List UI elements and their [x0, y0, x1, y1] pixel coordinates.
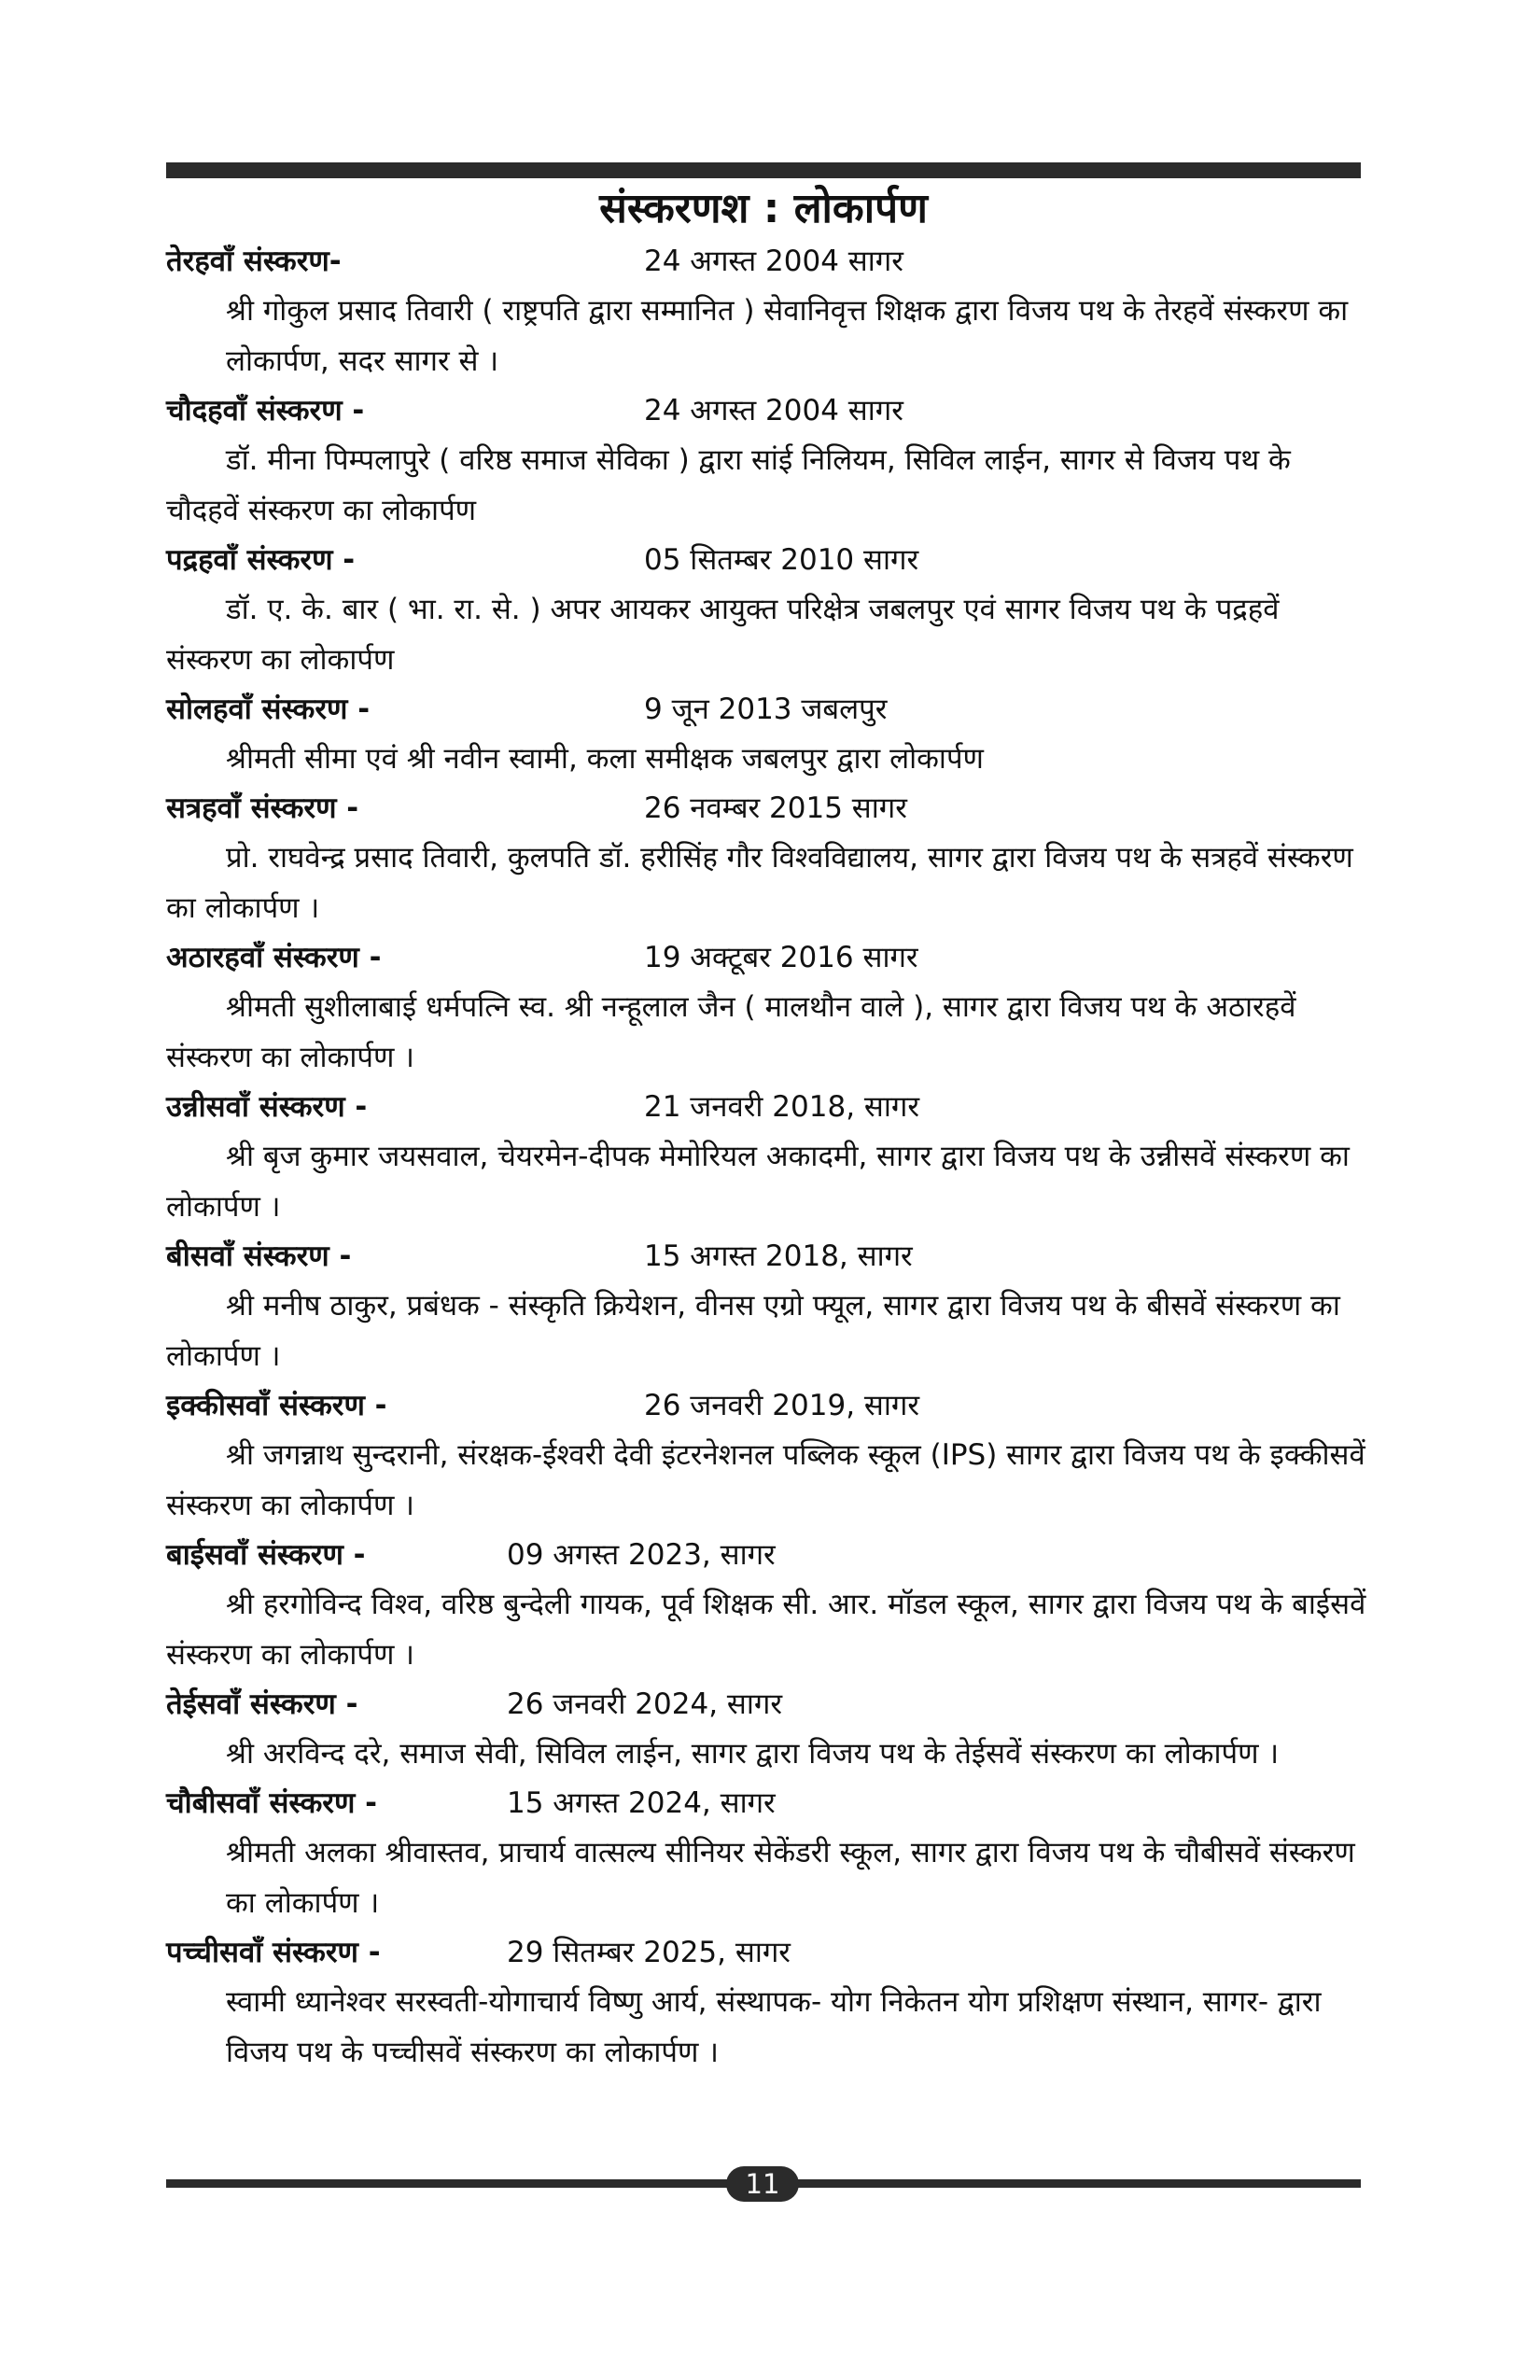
edition-description: श्री जगन्नाथ सुन्दरानी, संरक्षक-ईश्वरी देवी इंटरनेशनल पब्लिक स्कूल (IPS) सागर द्वारा विजय पथ के इक्कीसवें संस्करण का लोकार्पण ।	[166, 1438, 1365, 1522]
edition-description: श्री हरगोविन्द विश्व, वरिष्ठ बुन्देली गायक, पूर्व शिक्षक सी. आर. मॉडल स्कूल, सागर द्वारा विजय पथ के बाईसवें संस्करण का लोकार्पण ।	[166, 1588, 1366, 1672]
edition-description: श्री मनीष ठाकुर, प्रबंधक - संस्कृति क्रियेशन, वीनस एग्रो फ्यूल, सागर द्वारा विजय पथ के बीसवें संस्करण का लोकार्पण ।	[166, 1289, 1340, 1373]
edition-24	[166, 1779, 1370, 1928]
edition-name: चौबीसवाँ संस्करण -	[166, 1786, 378, 1820]
edition-name: सोलहवाँ संस्करण -	[166, 693, 371, 726]
edition-25	[166, 1928, 1370, 2078]
edition-name: इक्कीसवाँ संस्करण -	[166, 1389, 387, 1422]
edition-name: बीसवाँ संस्करण -	[166, 1239, 352, 1273]
edition-date: 15 अगस्त 2018, सागर	[644, 1239, 913, 1273]
edition-name: बाईसवाँ संस्करण -	[166, 1538, 366, 1572]
edition-date: 15 अगस्त 2024, सागर	[507, 1786, 776, 1820]
edition-15	[166, 536, 1370, 685]
edition-description: स्वामी ध्यानेश्वर सरस्वती-योगाचार्य विष्णु आर्य, संस्थापक- योग निकेतन योग प्रशिक्षण संस्थान, सागर- द्वारा विजय पथ के पच्चीसवें संस्करण का लोकार्पण ।	[226, 1985, 1322, 2069]
page-title: संस्करणश : लोकार्पण	[599, 185, 928, 232]
edition-name: तेईसवाँ संस्करण -	[166, 1687, 358, 1721]
edition-date: 21 जनवरी 2018, सागर	[644, 1090, 920, 1124]
top-rule	[166, 162, 1361, 178]
edition-description: श्री अरविन्द दरे, समाज सेवी, सिविल लाईन, सागर द्वारा विजय पथ के तेईसवें संस्करण का लोकार्पण ।	[226, 1737, 1280, 1771]
edition-date: 24 अगस्त 2004 सागर	[644, 394, 903, 427]
edition-description: श्रीमती अलका श्रीवास्तव, प्राचार्य वात्सल्य सीनियर सेकेंडरी स्कूल, सागर द्वारा विजय पथ के चौबीसवें संस्करण का लोकार्पण ।	[226, 1836, 1355, 1920]
edition-description: डॉ. मीना पिम्पलापुरे ( वरिष्ठ समाज सेविका ) द्वारा सांई निलियम, सिविल लाईन, सागर से विजय पथ के चौदहवें संस्करण का लोकार्पण	[166, 443, 1291, 527]
edition-16	[166, 685, 1370, 784]
edition-date: 19 अक्टूबर 2016 सागर	[644, 941, 918, 974]
edition-name: उन्नीसवाँ संस्करण -	[166, 1090, 368, 1124]
edition-description: डॉ. ए. के. बार ( भा. रा. से. ) अपर आयकर आयुक्त परिक्षेत्र जबलपुर एवं सागर विजय पथ के पद्रहवें संस्करण का लोकार्पण	[166, 593, 1280, 677]
edition-23	[166, 1680, 1370, 1779]
edition-name: तेरहवाँ संस्करण-	[166, 245, 342, 278]
edition-22	[166, 1531, 1370, 1680]
edition-description: श्रीमती सीमा एवं श्री नवीन स्वामी, कला समीक्षक जबलपुर द्वारा लोकार्पण	[226, 742, 984, 776]
edition-21	[166, 1381, 1370, 1531]
edition-14	[166, 386, 1370, 536]
editions-list	[166, 237, 1370, 2078]
edition-description: श्री गोकुल प्रसाद तिवारी ( राष्ट्रपति द्वारा सम्मानित ) सेवानिवृत्त शिक्षक द्वारा विजय पथ के तेरहवें संस्करण का लोकार्पण, सदर सागर से ।	[226, 294, 1349, 378]
edition-name: पद्रहवाँ संस्करण -	[166, 543, 356, 577]
edition-description: श्री बृज कुमार जयसवाल, चेयरमेन-दीपक मेमोरियल अकादमी, सागर द्वारा विजय पथ के उन्नीसवें संस्करण का लोकार्पण ।	[166, 1140, 1350, 1224]
edition-18	[166, 933, 1370, 1083]
edition-20	[166, 1232, 1370, 1381]
edition-date: 26 जनवरी 2024, सागर	[507, 1687, 783, 1721]
edition-date: 05 सितम्बर 2010 सागर	[644, 543, 919, 577]
edition-description: प्रो. राघवेन्द्र प्रसाद तिवारी, कुलपति डॉ. हरीसिंह गौर विश्वविद्यालय, सागर द्वारा विजय पथ के सत्रहवें संस्करण का लोकार्पण ।	[166, 841, 1353, 925]
page-number: 11	[726, 2166, 799, 2202]
edition-date: 26 नवम्बर 2015 सागर	[644, 791, 907, 825]
edition-name: अठारहवाँ संस्करण -	[166, 941, 382, 974]
edition-19	[166, 1083, 1370, 1232]
edition-name: सत्रहवाँ संस्करण -	[166, 791, 359, 825]
edition-description: श्रीमती सुशीलाबाई धर्मपत्नि स्व. श्री नन्हूलाल जैन ( मालथौन वाले ), सागर द्वारा विजय पथ के अठारहवें संस्करण का लोकार्पण ।	[166, 990, 1296, 1074]
edition-date: 24 अगस्त 2004 सागर	[644, 245, 903, 278]
edition-13	[166, 237, 1370, 386]
edition-name: चौदहवाँ संस्करण -	[166, 394, 365, 427]
edition-date: 9 जून 2013 जबलपुर	[644, 693, 888, 726]
edition-date: 29 सितम्बर 2025, सागर	[507, 1936, 791, 1969]
edition-name: पच्चीसवाँ संस्करण -	[166, 1936, 381, 1969]
edition-17	[166, 784, 1370, 933]
edition-date: 26 जनवरी 2019, सागर	[644, 1389, 920, 1422]
edition-date: 09 अगस्त 2023, सागर	[507, 1538, 776, 1572]
